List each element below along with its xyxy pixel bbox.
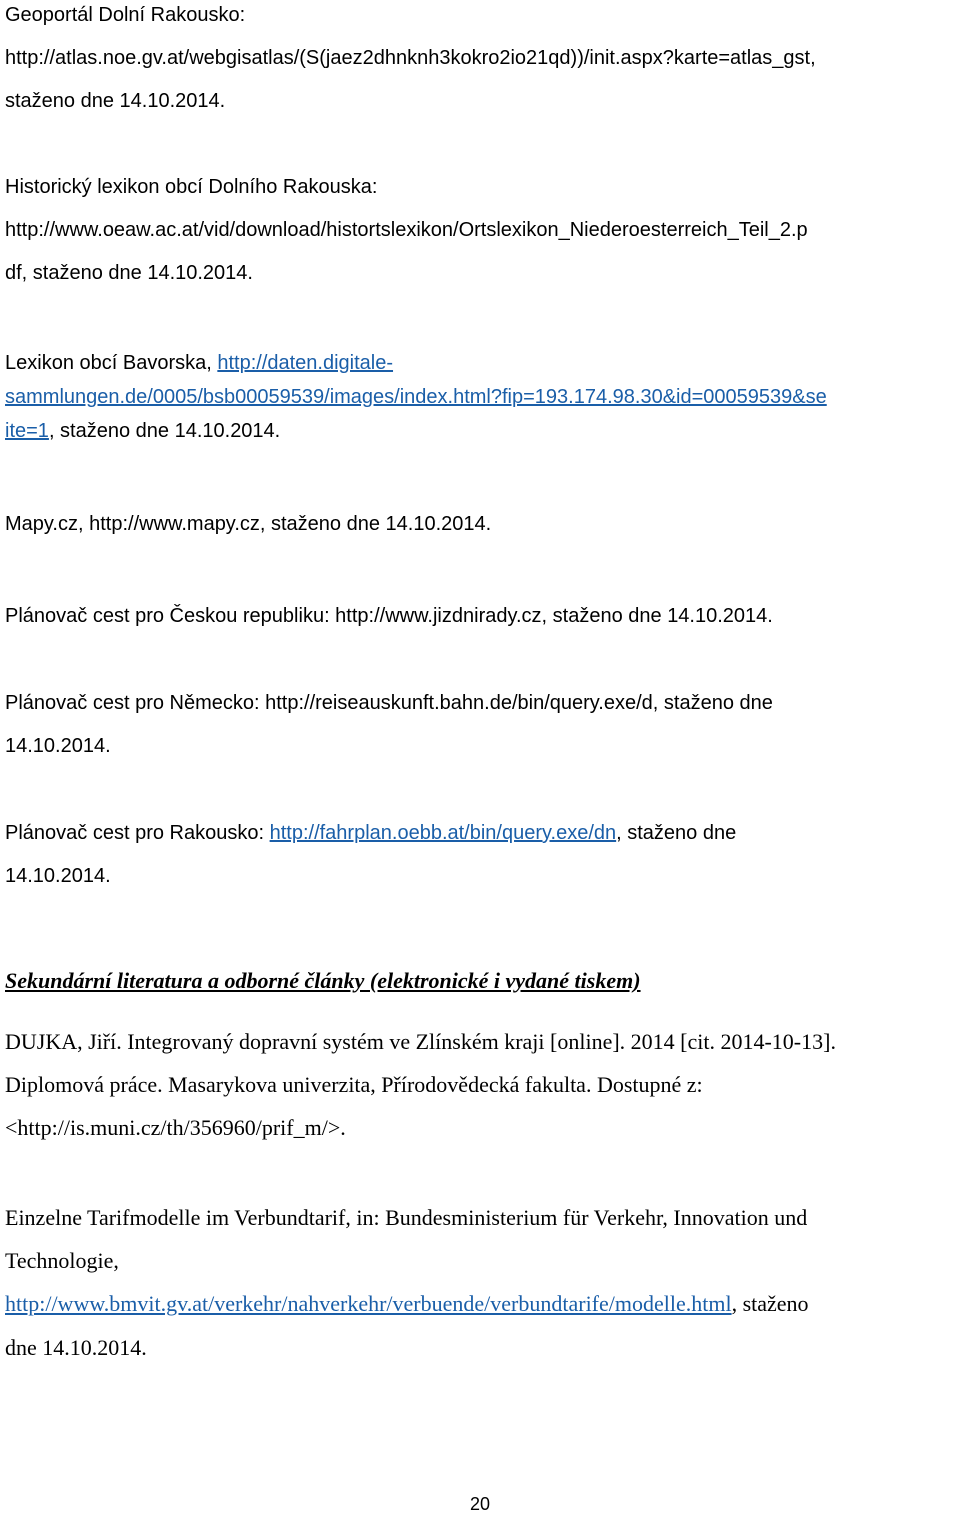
planner-czech-entry: Plánovač cest pro Českou republiku: http://www.jizdnirady.cz, staženo dne 14.10.2014.: [5, 605, 773, 627]
bavaria-lexicon-line3: [5, 418, 280, 444]
planner-austria-line2: 14.10.2014.: [5, 865, 111, 887]
tarifmodelle-suffix: , staženo: [731, 1291, 809, 1316]
planner-germany-line1: Plánovač cest pro Německo: http://reiseauskunft.bahn.de/bin/query.exe/d, staženo dne: [5, 692, 773, 714]
bavaria-lexicon-label: Lexikon obcí Bavorska,: [5, 352, 218, 374]
historical-lexicon-title: Historický lexikon obcí Dolního Rakouska:: [5, 176, 378, 198]
bavaria-lexicon-link-part3[interactable]: ite=1: [5, 420, 49, 442]
planner-austria-line1: [5, 820, 736, 846]
dujka-line2: Diplomová práce. Masarykova univerzita, Přírodovědecká fakulta. Dostupné z:: [5, 1072, 703, 1097]
planner-germany-line2: 14.10.2014.: [5, 735, 111, 757]
tarifmodelle-line2: Technologie,: [5, 1248, 119, 1273]
bavaria-lexicon-line2: [5, 384, 827, 410]
geoportal-url: http://atlas.noe.gv.at/webgisatlas/(S(jaez2dhnknh3kokro2io21qd))/init.aspx?karte=atlas_gst,: [5, 47, 816, 69]
tarifmodelle-line3: [5, 1291, 809, 1317]
dujka-line3: <http://is.muni.cz/th/356960/prif_m/>.: [5, 1115, 346, 1140]
tarifmodelle-line4: dne 14.10.2014.: [5, 1335, 147, 1360]
secondary-literature-heading: Sekundární literatura a odborné články (elektronické i vydané tiskem): [5, 968, 641, 993]
mapy-cz-entry: Mapy.cz, http://www.mapy.cz, staženo dne 14.10.2014.: [5, 513, 492, 535]
historical-lexicon-date: df, staženo dne 14.10.2014.: [5, 262, 253, 284]
page-number: 20: [469, 1494, 491, 1514]
geoportal-date: staženo dne 14.10.2014.: [5, 90, 226, 112]
tarifmodelle-line1: Einzelne Tarifmodelle im Verbundtarif, in: Bundesministerium für Verkehr, Innovation und: [5, 1205, 808, 1230]
bavaria-lexicon-date: , staženo dne 14.10.2014.: [48, 420, 281, 442]
historical-lexicon-url: http://www.oeaw.ac.at/vid/download/histortslexikon/Ortslexikon_Niederoesterreich_Teil_2.p: [5, 219, 808, 241]
bavaria-lexicon-line1: [5, 350, 393, 376]
tarifmodelle-link[interactable]: http://www.bmvit.gv.at/verkehr/nahverkehr/verbuende/verbundtarife/modelle.html: [5, 1291, 732, 1316]
bavaria-lexicon-link-part2[interactable]: sammlungen.de/0005/bsb00059539/images/index.html?fip=193.174.98.30&id=00059539&se: [5, 386, 827, 408]
planner-austria-link[interactable]: http://fahrplan.oebb.at/bin/query.exe/dn: [269, 822, 617, 844]
bavaria-lexicon-link-part1[interactable]: http://daten.digitale-: [217, 352, 394, 374]
geoportal-title: Geoportál Dolní Rakousko:: [5, 4, 246, 26]
planner-austria-label: Plánovač cest pro Rakousko:: [5, 822, 270, 844]
planner-austria-suffix: , staženo dne: [616, 822, 737, 844]
dujka-line1: DUJKA, Jiří. Integrovaný dopravní systém ve Zlínském kraji [online]. 2014 [cit. 2014-10-13].: [5, 1029, 836, 1054]
